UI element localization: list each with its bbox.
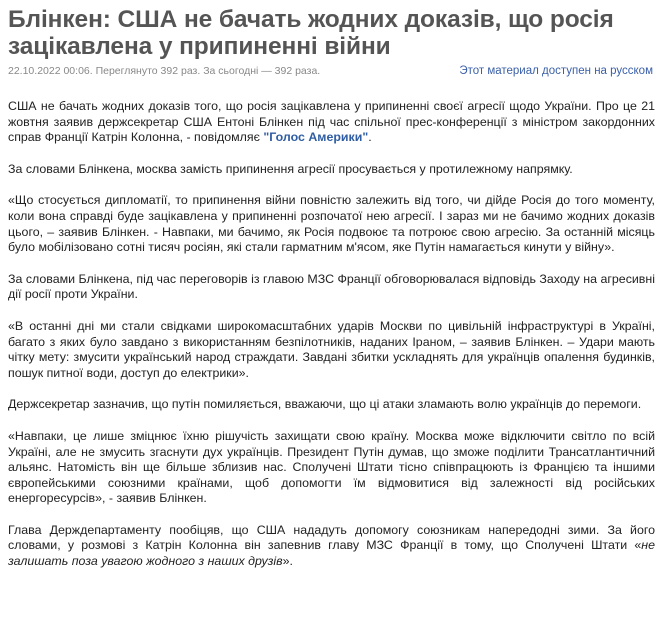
paragraph-1 [8,99,655,146]
paragraph-4: За словами Блінкена, під час переговорів із главою МЗС Франції обговорювалася відповідь Заходу на агресивні дії росії проти України. [8,271,655,302]
source-link-golos-ameryky[interactable]: "Голос Америки" [263,130,369,145]
paragraph-6: Держсекретар зазначив, що путін помиляється, вважаючи, що ці атаки зламають волю українців до перемоги. [8,397,642,412]
meta-row [8,65,655,81]
paragraph-1-end: . [368,130,372,145]
paragraph-8 [8,523,655,570]
paragraph-8-text: Глава Держдепартаменту пообіцяв, що США нададуть допомогу союзникам напередодні зими. За його словами, у розмові з Катрін Колонна він запевнив главу МЗС Франції в тому, що Сполучені Штати « [8,522,655,553]
article-meta: 22.10.2022 00:06. Переглянуто 392 раз. За сьогодні — 392 раза. [8,65,321,77]
article-body [8,99,655,570]
paragraph-3: «Що стосується дипломатії, то припинення війни повністю залежить від того, чи дійде Росія до того моменту, коли вона справді буде зацікавлена у припиненні розпочатої нею агресії. І зараз ми не бачимо жодних доказів цього, – заявив Блінкен. - Навпаки, ми бачимо, як Росія подвоює та потроює свою агресію. За останній місяць було мобілізовано сотні тисяч росіян, які стали гарматним м'ясом, яке Путін намагається кинути у війну». [8,193,655,255]
paragraph-8-quote: не залишать поза увагою жодного з наших друзів [8,538,655,569]
paragraph-2: За словами Блінкена, москва замість припинення агресії просувається у протилежному напрямку. [8,161,573,176]
article-title: Блінкен: США не бачать жодних доказів, що росія зацікавлена у припиненні війни [8,6,614,60]
russian-version-link[interactable]: Этот материал доступен на русском [459,65,653,77]
paragraph-8-end: ». [282,554,293,569]
paragraph-7: «Навпаки, це лише зміцнює їхню рішучість захищати свою країну. Москва може відключити світло по всій Україні, але не змусить згаснути дух українців. Президент Путін думав, що зможе поділити Трансатлантичний альянс. Натомість він ще більше зблизив нас. Сполучені Штати тісно співпрацюють із Францією та іншими європейськими союзними країнами, щоб допомогти їм відмовитися від залежності від російських енергоресурсів», - заявив Блінкен. [8,428,655,506]
paragraph-1-text: США не бачать жодних доказів того, що росія зацікавлена у припиненні своєї агресії щодо України. Про це 21 жовтня заявив держсекретар США Ентоні Блінкен під час спільної прес-конференції з міністром закордонних справ Франції Катрін Колонна, - повідомляє [8,99,655,145]
paragraph-5: «В останні дні ми стали свідками широкомасштабних ударів Москви по цивільній інфраструктурі в Україні, багато з яких було завдано з використанням безпілотників, наданих Іраном, – заявив Блінкен. – Удари мають чітку мету: змусити український народ страждати. Завдані збитки ускладнять для українців опалення будинків, пошук питної води, доступ до електрики». [8,318,655,380]
